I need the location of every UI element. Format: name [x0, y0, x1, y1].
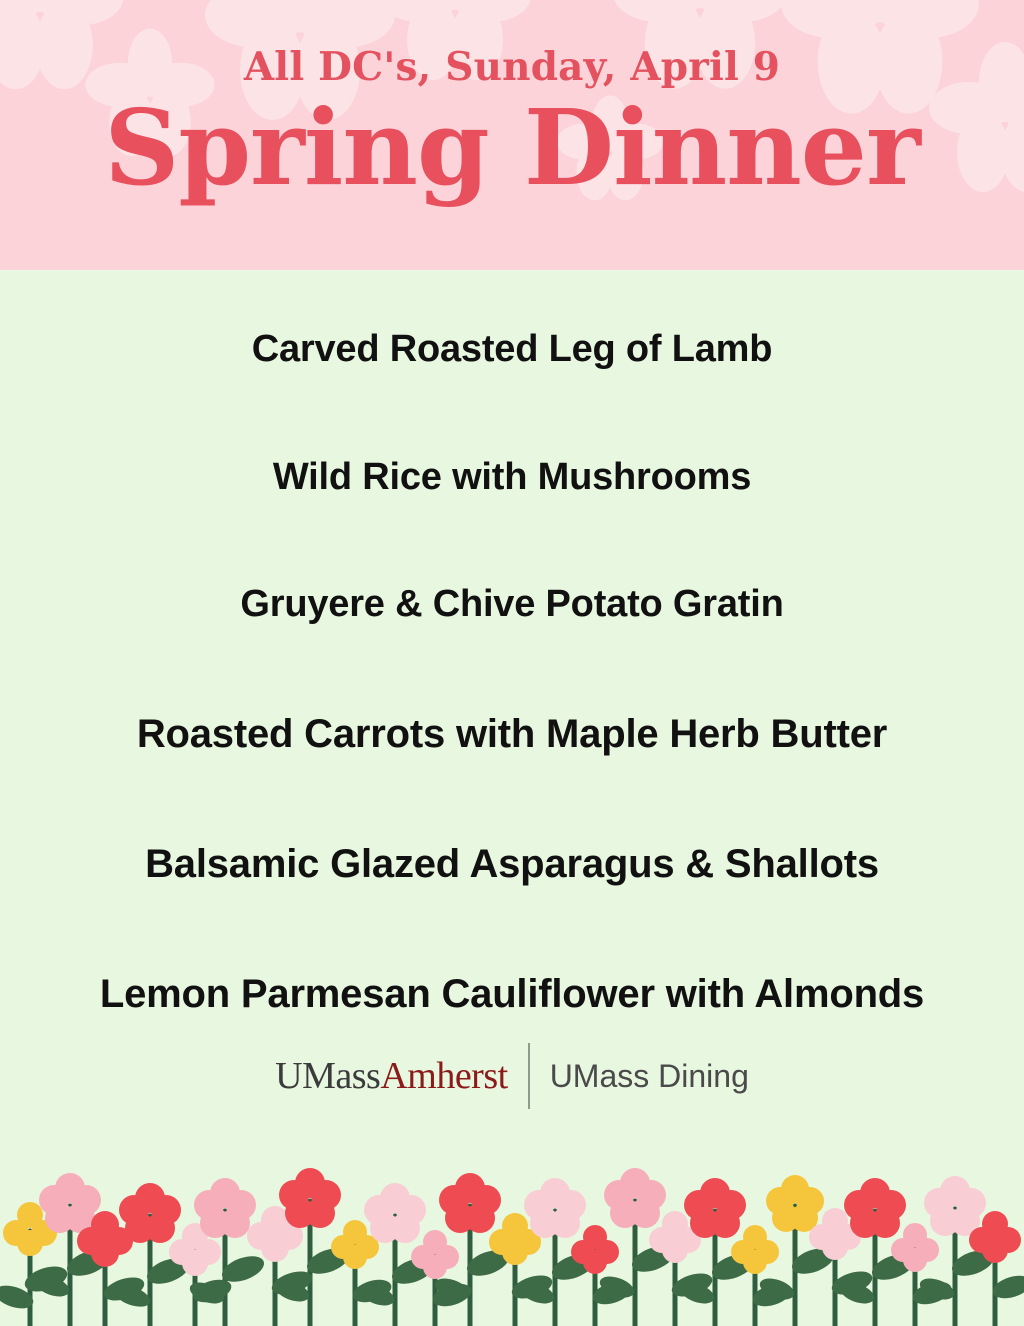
- page-title: Spring Dinner: [104, 86, 920, 209]
- header-text-block: [0, 0, 1024, 209]
- list-item: Roasted Carrots with Maple Herb Butter: [136, 712, 888, 757]
- list-item: Balsamic Glazed Asparagus & Shallots: [145, 842, 879, 887]
- header-banner: [0, 0, 1024, 270]
- list-item: Lemon Parmesan Cauliflower with Almonds: [99, 972, 925, 1017]
- footer-flower-decoration: [0, 1111, 1024, 1326]
- umass-amherst-wordmark: [275, 1054, 508, 1098]
- list-item: Wild Rice with Mushrooms: [272, 455, 752, 498]
- department-label: UMass Dining: [549, 1057, 749, 1094]
- menu-list: [0, 270, 1024, 1017]
- umass-word: UMass: [275, 1055, 381, 1098]
- umass-dining-logo: [0, 1043, 1024, 1109]
- list-item: Gruyere & Chive Potato Gratin: [240, 583, 784, 626]
- amherst-word: Amherst: [380, 1055, 508, 1098]
- list-item: Carved Roasted Leg of Lamb: [251, 328, 773, 370]
- logo-divider: [528, 1043, 530, 1109]
- event-subtitle: All DC's, Sunday, April 9: [243, 44, 781, 90]
